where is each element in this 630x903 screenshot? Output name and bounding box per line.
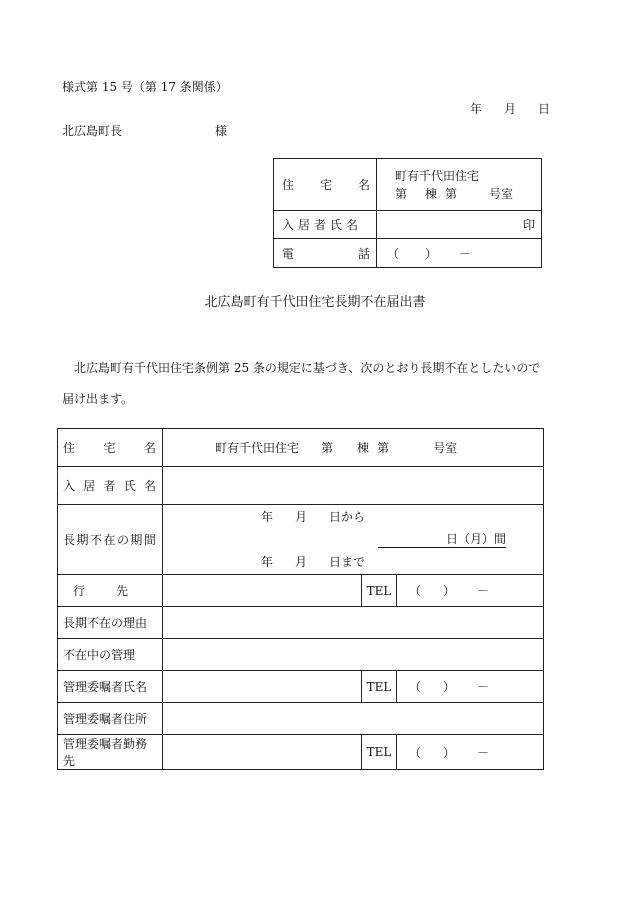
detail-reason-field[interactable] xyxy=(163,607,544,639)
detail-management-label: 不在中の管理 xyxy=(58,639,163,671)
addressee-honorific: 様 xyxy=(215,124,228,138)
date-line xyxy=(470,100,550,117)
destination-tel-label: TEL xyxy=(362,575,397,607)
applicant-residence-name: 町有千代田住宅 xyxy=(395,169,480,183)
trustee-work-tel-label: TEL xyxy=(362,735,397,770)
applicant-phone-label: 電 話 xyxy=(274,239,377,268)
detail-trustee-work-label: 管理委嘱者勤務先 xyxy=(58,735,163,770)
period-from: 年 月 日から xyxy=(261,510,366,524)
destination-tel-field[interactable]: （ ） － xyxy=(397,575,544,607)
detail-trustee-name-label: 管理委嘱者氏名 xyxy=(58,671,163,703)
applicant-residence-field[interactable] xyxy=(377,159,542,211)
date-day: 日 xyxy=(537,102,550,116)
detail-period-field[interactable] xyxy=(163,505,544,575)
detail-destination-field[interactable] xyxy=(163,575,362,607)
detail-table xyxy=(57,428,544,770)
trustee-work-tel-field[interactable]: （ ） － xyxy=(397,735,544,770)
applicant-residence-unit: 第 棟 第 号室 xyxy=(395,187,514,201)
detail-trustee-work-field[interactable] xyxy=(163,735,362,770)
applicant-name-field[interactable] xyxy=(377,211,542,239)
applicant-name-label: 入居者氏名 xyxy=(274,211,377,239)
applicant-table xyxy=(273,158,542,268)
trustee-tel-label: TEL xyxy=(362,671,397,703)
seal-mark: 印 xyxy=(522,218,535,232)
body-text: 北広島町有千代田住宅条例第 25 条の規定に基づき、次のとおり長期不在としたいので届け出ます。 xyxy=(62,361,541,406)
detail-trustee-address-field[interactable] xyxy=(163,703,544,735)
detail-trustee-address-label: 管理委嘱者住所 xyxy=(58,703,163,735)
document-title: 北広島町有千代田住宅長期不在届出書 xyxy=(204,295,426,310)
detail-resident-field[interactable] xyxy=(163,467,544,505)
date-year: 年 xyxy=(470,102,483,116)
applicant-phone-field[interactable]: （ ） － xyxy=(377,239,542,268)
detail-management-field[interactable] xyxy=(163,639,544,671)
period-to: 年 月 日まで xyxy=(261,555,366,569)
detail-destination-label: 行 先 xyxy=(58,575,163,607)
date-month: 月 xyxy=(503,102,516,116)
detail-trustee-name-field[interactable] xyxy=(163,671,362,703)
detail-resident-label: 入 居 者 氏 名 xyxy=(58,467,163,505)
detail-residence-label: 住 宅 名 xyxy=(58,429,163,467)
period-days: 日（月）間 xyxy=(378,530,506,548)
applicant-residence-label: 住 宅 名 xyxy=(274,159,377,211)
trustee-tel-field[interactable]: （ ） － xyxy=(397,671,544,703)
form-number: 様式第 15 号（第 17 条関係） xyxy=(62,80,228,94)
addressee: 北広島町長 xyxy=(62,124,123,138)
detail-period-label: 長 期 不 在 の 期 間 xyxy=(58,505,163,575)
detail-residence-field[interactable]: 町有千代田住宅 第 棟 第 号室 xyxy=(163,429,544,467)
detail-reason-label: 長期不在の理由 xyxy=(58,607,163,639)
